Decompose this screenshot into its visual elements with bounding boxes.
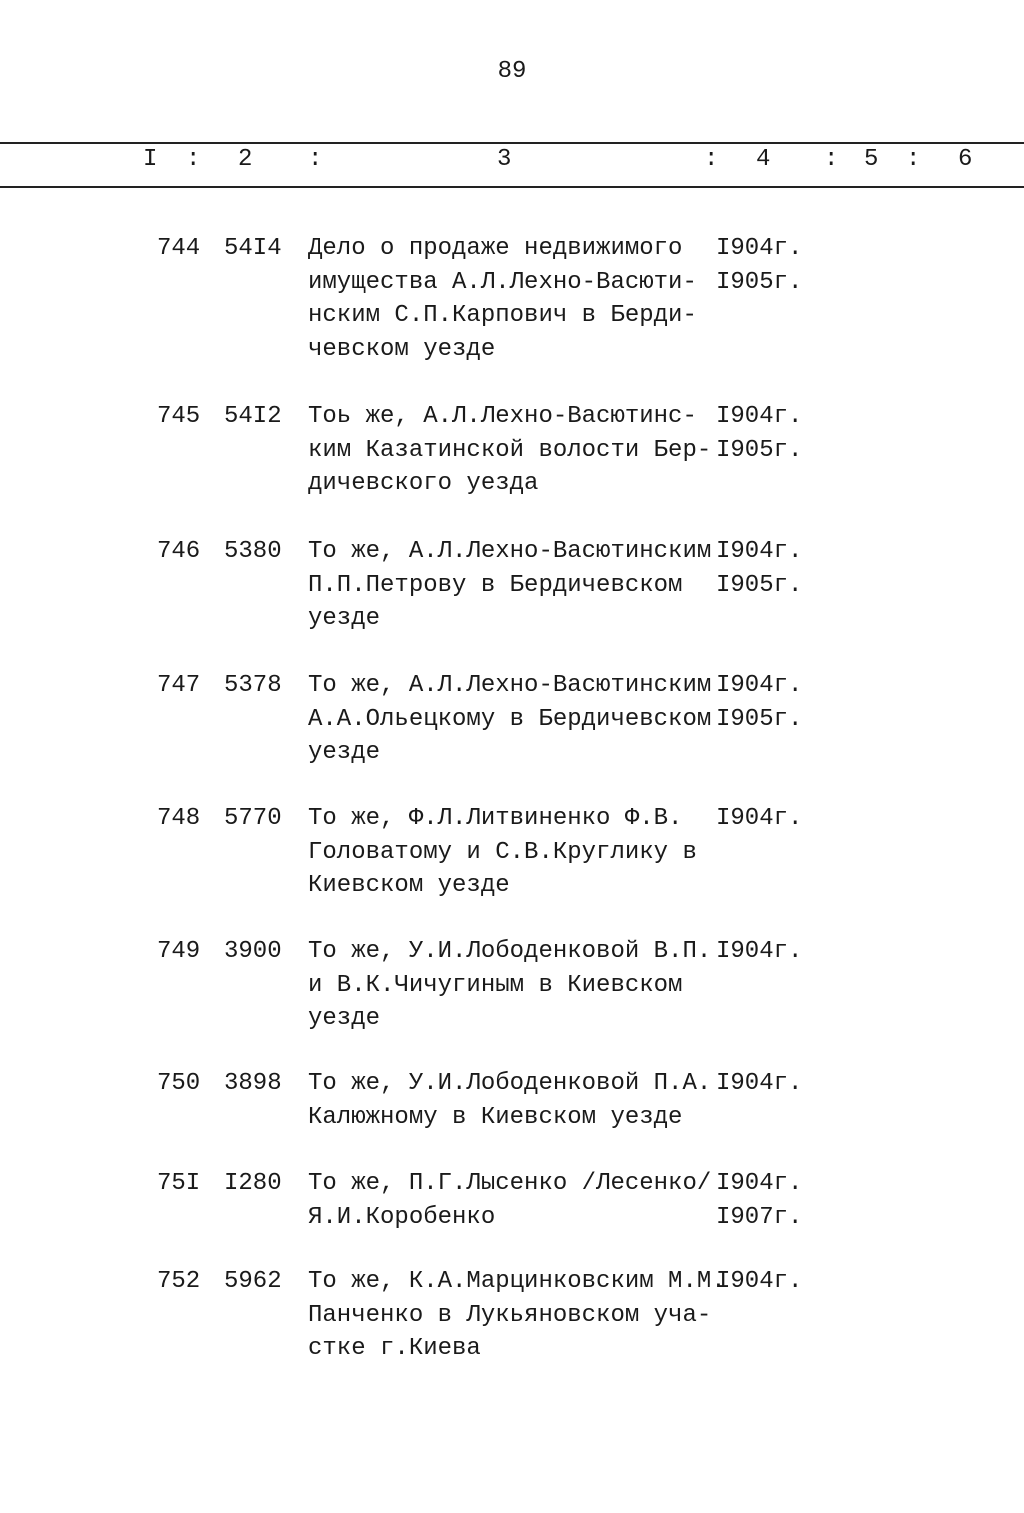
description-line: дичевского уезда: [308, 470, 539, 497]
description-line: чевском уезде: [308, 335, 496, 363]
description-line: Тоь же, А.Л.Лехно-Васютинс-: [308, 403, 697, 430]
dates: [716, 1067, 802, 1101]
description-line: П.П.Петрову в Бердичевском: [308, 571, 683, 599]
item-number: 75I: [157, 1170, 201, 1197]
description-line: Я.И.Коробенко: [308, 1203, 496, 1231]
description: [308, 232, 697, 366]
date-line: I905г.: [716, 571, 803, 599]
description-line: стке г.Киева: [308, 1335, 481, 1362]
description-line: ким Казатинской волости Бер-: [308, 436, 712, 464]
item-number: 746: [157, 538, 201, 565]
item-number: 749: [157, 938, 201, 965]
dates: [716, 1167, 802, 1234]
date-line: I904г.: [716, 1268, 803, 1295]
description-line: Дело о продаже недвижимого: [308, 235, 683, 262]
dates: [716, 802, 802, 836]
date-line: I904г.: [716, 235, 803, 262]
date-line: I904г.: [716, 938, 803, 965]
description: [308, 535, 711, 636]
dates: [716, 232, 802, 299]
column-separator: :: [704, 146, 719, 173]
file-number: 5770: [224, 805, 282, 832]
column-separator: :: [824, 146, 839, 173]
description-line: имущества А.Л.Лехно-Васюти-: [308, 268, 697, 296]
description-line: уезде: [308, 1005, 381, 1032]
description-line: уезде: [308, 605, 381, 632]
dates: [716, 400, 802, 467]
description: [308, 935, 711, 1036]
date-line: I904г.: [716, 403, 803, 430]
column-number: I: [143, 146, 158, 173]
date-line: I904г.: [716, 1170, 803, 1197]
description: [308, 669, 711, 770]
column-separator: :: [186, 146, 201, 173]
description: [308, 1265, 726, 1366]
item-number: 748: [157, 805, 201, 832]
description: [308, 1167, 711, 1234]
dates: [716, 535, 802, 602]
description-line: Киевском уезде: [308, 872, 510, 899]
dates: [716, 1265, 802, 1299]
description-line: уезде: [308, 739, 381, 766]
description: [308, 1067, 711, 1134]
description-line: То же, П.Г.Лысенко /Лесенко/: [308, 1170, 712, 1197]
date-line: I904г.: [716, 538, 803, 565]
description-line: То же, У.И.Лободенковой П.А.: [308, 1070, 712, 1097]
file-number: 3898: [224, 1070, 282, 1097]
file-number: 3900: [224, 938, 282, 965]
file-number: 5380: [224, 538, 282, 565]
description-line: и В.К.Чичугиным в Киевском: [308, 971, 683, 999]
page-number: 89: [497, 58, 527, 85]
description-line: То же, А.Л.Лехно-Васютинским: [308, 672, 712, 699]
description-line: То же, У.И.Лободенковой В.П.: [308, 938, 712, 965]
item-number: 752: [157, 1268, 201, 1295]
dates: [716, 669, 802, 736]
description: [308, 802, 697, 903]
column-separator: :: [906, 146, 921, 173]
header-top-rule: [0, 142, 1024, 144]
file-number: 5962: [224, 1268, 282, 1295]
description-line: То же, К.А.Марцинковским М.М.: [308, 1268, 726, 1295]
column-number: 6: [958, 146, 973, 173]
description-line: Калюжному в Киевском уезде: [308, 1103, 683, 1131]
column-separator: :: [308, 146, 323, 173]
description-line: А.А.Ольецкому в Бердичевском: [308, 705, 712, 733]
description: [308, 400, 711, 501]
item-number: 745: [157, 403, 201, 430]
file-number: 54I2: [224, 403, 282, 430]
dates: [716, 935, 802, 969]
item-number: 747: [157, 672, 201, 699]
column-number: 2: [238, 146, 253, 173]
description-line: Головатому и С.В.Круглику в: [308, 838, 697, 866]
item-number: 744: [157, 235, 201, 262]
file-number: 5378: [224, 672, 282, 699]
date-line: I904г.: [716, 1070, 803, 1097]
item-number: 750: [157, 1070, 201, 1097]
description-line: Панченко в Лукьяновском уча-: [308, 1301, 712, 1329]
description-line: То же, Ф.Л.Литвиненко Ф.В.: [308, 805, 683, 832]
column-number: 5: [864, 146, 879, 173]
file-number: I280: [224, 1170, 282, 1197]
date-line: I905г.: [716, 268, 803, 296]
date-line: I905г.: [716, 436, 803, 464]
column-number: 3: [497, 146, 512, 173]
date-line: I904г.: [716, 805, 803, 832]
file-number: 54I4: [224, 235, 282, 262]
column-number: 4: [756, 146, 771, 173]
description-line: То же, А.Л.Лехно-Васютинским: [308, 538, 712, 565]
date-line: I904г.: [716, 672, 803, 699]
header-bottom-rule: [0, 186, 1024, 188]
description-line: нским С.П.Карпович в Берди-: [308, 302, 697, 329]
date-line: I907г.: [716, 1203, 803, 1231]
date-line: I905г.: [716, 705, 803, 733]
